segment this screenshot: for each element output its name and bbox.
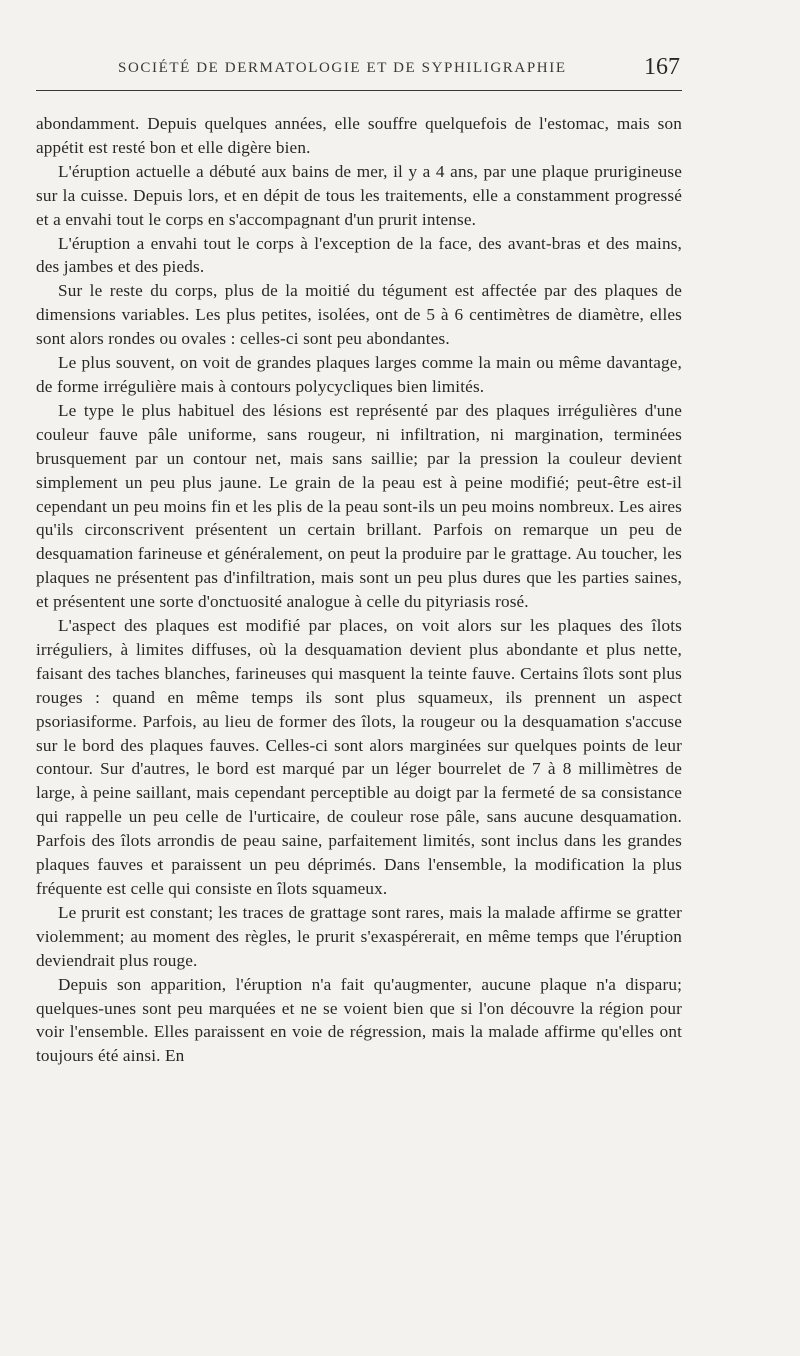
- paragraph: L'aspect des plaques est modifié par places, on voit alors sur les plaques des îlots irréguliers, à limites diffuses, où la desquamation devient plus abondante et plus nette, faisant des taches blanches, farineuses qui masquent la teinte fauve. Certains îlots sont plus rouges : quand en même temps ils sont plus squameux, ils prennent un aspect psoriasiforme. Parfois, au lieu de former des îlots, la rougeur ou la desquamation s'accuse sur le bord des plaques fauves. Celles-ci sont alors marginées sur quelques points de leur contour. Sur d'autres, le bord est marqué par un léger bourrelet de 7 à 8 millimètres de large, à peine saillant, mais cependant perceptible au doigt par la fermeté de sa consistance qui rappelle un peu celle de l'urticaire, de couleur rose pâle, sans aucune desquamation. Parfois des îlots arrondis de peau saine, parfaitement limités, sont inclus dans les grandes plaques fauves et paraissent un peu déprimés. Dans l'ensemble, la modification la plus fréquente est celle qui consiste en îlots squameux.: [36, 616, 682, 898]
- document-page: [36, 54, 682, 1068]
- running-header: [36, 54, 682, 91]
- paragraph: Le type le plus habituel des lésions est représenté par des plaques irrégulières d'une couleur fauve pâle uniforme, sans rougeur, ni infiltration, ni margination, terminées brusquement par un contour net, mais sans saillie; par la pression la couleur devient simplement un peu plus jaune. Le grain de la peau est à peine modifié; peut-être est-il cependant un peu moins fin et les plis de la peau sont-ils un peu moins nombreux. Les aires qu'ils circonscrivent présentent un certain brillant. Parfois on remarque un peu de desquamation farineuse et généralement, on peut la produire par le grattage. Au toucher, les plaques ne présentent pas d'infiltration, mais sont un peu plus dures que les parties saines, et présentent une sorte d'onctuosité analogue à celle du pityriasis rosé.: [36, 400, 682, 612]
- paragraph: L'éruption actuelle a débuté aux bains de mer, il y a 4 ans, par une plaque prurigineuse sur la cuisse. Depuis lors, et en dépit de tous les traitements, elle a constamment progressé et a envahi tout le corps en s'accompagnant d'un prurit intense.: [36, 161, 682, 229]
- body-text: [36, 112, 682, 1068]
- paragraph: Le plus souvent, on voit de grandes plaques larges comme la main ou même davantage, de forme irrégulière mais à contours polycycliques bien limités.: [36, 353, 682, 396]
- running-title: SOCIÉTÉ DE DERMATOLOGIE ET DE SYPHILIGRAPHIE: [118, 60, 567, 76]
- paragraph: abondamment. Depuis quelques années, elle souffre quelquefois de l'estomac, mais son appétit est resté bon et elle digère bien.: [36, 114, 682, 157]
- paragraph: Le prurit est constant; les traces de grattage sont rares, mais la malade affirme se gratter violemment; au moment des règles, le prurit s'exaspérerait, en même temps que l'éruption deviendrait plus rouge.: [36, 902, 682, 970]
- paragraph: L'éruption a envahi tout le corps à l'exception de la face, des avant-bras et des mains, des jambes et des pieds.: [36, 233, 682, 277]
- page-number: 167: [644, 54, 680, 80]
- paragraph: Sur le reste du corps, plus de la moitié du tégument est affectée par des plaques de dimensions variables. Les plus petites, isolées, ont de 5 à 6 centimètres de diamètre, elles sont alors rondes ou ovales : celles-ci sont peu abondantes.: [36, 281, 682, 349]
- paragraph: Depuis son apparition, l'éruption n'a fait qu'augmenter, aucune plaque n'a disparu; quelques-unes sont peu marquées et ne se voient bien que si l'on découvre la région pour voir l'ensemble. Elles paraissent en voie de régression, mais la malade affirme qu'elles ont toujours été ainsi. En: [36, 974, 682, 1066]
